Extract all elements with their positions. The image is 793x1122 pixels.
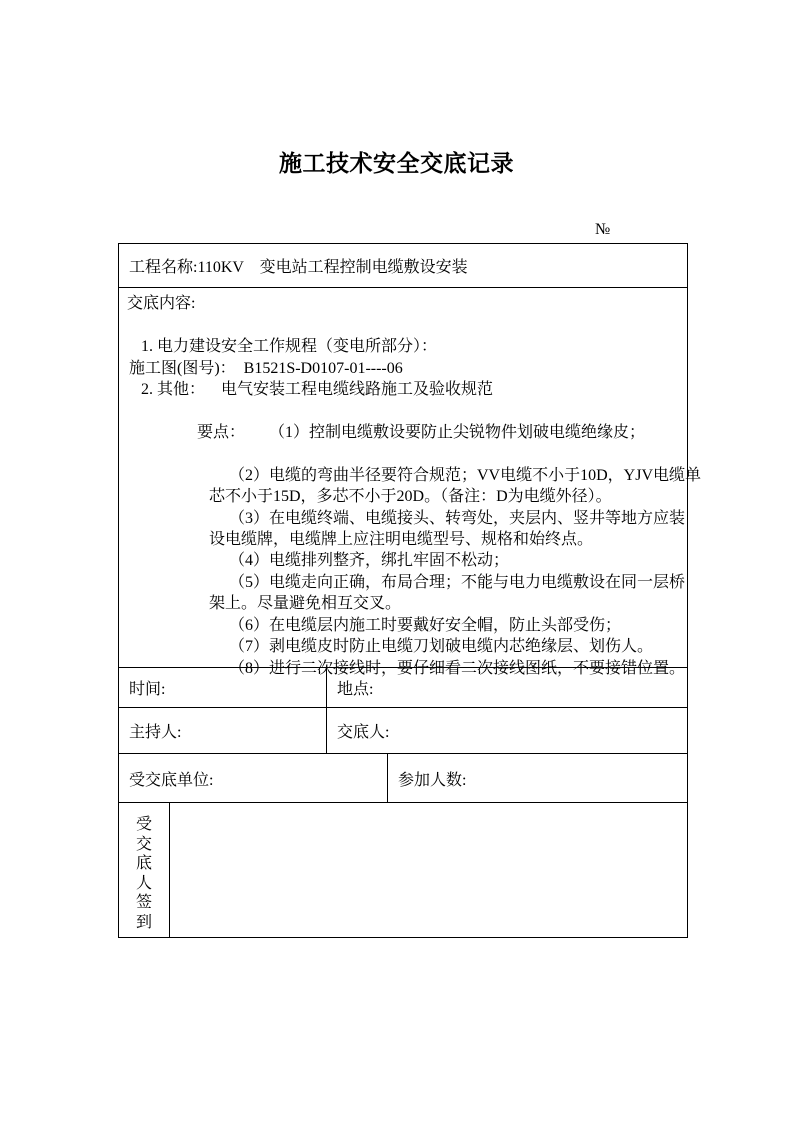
content-header: 交底内容: <box>127 295 196 312</box>
content-spacer <box>119 314 701 336</box>
participants-label: 参加人数: <box>398 771 467 789</box>
keypoints-label: 要点： <box>197 424 246 442</box>
time-label: 时间: <box>129 681 166 698</box>
content-line-keypoint-2a: （2）电缆的弯曲半径要符合规范；VV电缆不小于10D，YJV电缆单 <box>229 466 702 484</box>
page-title: 施工技术安全交底记录 <box>279 151 514 176</box>
participants-cell <box>387 754 687 802</box>
host-label: 主持人: <box>129 724 182 741</box>
content-line-keypoint-4: （4）电缆排列整齐，绑扎牢固不松动； <box>229 552 510 570</box>
content-line-keypoint-5b: 架上。尽量避免相互交叉。 <box>209 595 402 613</box>
keypoint-1-text: （1）控制电缆敷设要防止尖锐物件划破电缆绝缘皮； <box>269 424 646 442</box>
content-line-keypoint-1 <box>119 401 701 465</box>
receiving-unit-cell <box>119 754 387 802</box>
disclosure-content-row <box>119 287 702 677</box>
project-name-value: 110KV 变电站工程控制电缆敷设安装 <box>197 259 468 276</box>
content-line-keypoint-5a: （5）电缆走向正确，布局合理；不能与电力电缆敷设在同一层桥 <box>229 573 686 591</box>
discloser-cell <box>326 708 687 753</box>
receiving-unit-label: 受交底单位: <box>129 771 214 789</box>
place-cell <box>326 668 687 707</box>
discloser-label: 交底人: <box>337 724 390 741</box>
content-line-keypoint-7: （7）剥电缆皮时防止电缆刀划破电缆内芯绝缘层、划伤人。 <box>229 638 654 656</box>
time-cell <box>119 668 326 707</box>
signin-row <box>119 802 687 937</box>
place-label: 地点: <box>337 681 374 698</box>
content-line-keypoint-3a: （3）在电缆终端、电缆接头、转弯处，夹层内、竖井等地方应装 <box>229 509 686 527</box>
host-cell <box>119 708 326 753</box>
signin-label: 受交底人签到 <box>135 816 152 931</box>
project-name-label: 工程名称: <box>129 259 198 276</box>
project-name-cell <box>119 244 687 287</box>
content-line-keypoint-3b: 设电缆牌，电缆牌上应注明电缆型号、规格和始终点。 <box>209 531 594 549</box>
doc-number-label: № <box>595 221 611 238</box>
content-line-drawing-number: 施工图(图号)： B1521S-D0107-01----06 <box>129 359 403 377</box>
host-discloser-row <box>119 707 687 753</box>
signin-label-cell <box>119 803 169 937</box>
project-name-row <box>119 244 687 287</box>
content-line-keypoint-6: （6）在电缆层内施工时要戴好安全帽，防止头部受伤； <box>229 616 622 634</box>
content-line-regulation: 1. 电力建设安全工作规程（变电所部分）： <box>141 338 438 356</box>
content-line-other: 2. 其他： 电气安装工程电缆线路施工及验收规范 <box>141 381 494 399</box>
content-line-keypoint-2b: 芯不小于15D，多芯不小于20D。（备注：D为电缆外径）。 <box>209 488 612 506</box>
signin-blank-cell <box>169 803 687 937</box>
time-place-row <box>119 667 687 707</box>
form-table <box>118 243 702 938</box>
unit-participants-row <box>119 753 687 802</box>
content-line-keypoint-8: （8）进行二次接线时，要仔细看二次接线图纸，不要接错位置。 <box>229 659 686 677</box>
disclosure-content-cell <box>119 288 707 677</box>
